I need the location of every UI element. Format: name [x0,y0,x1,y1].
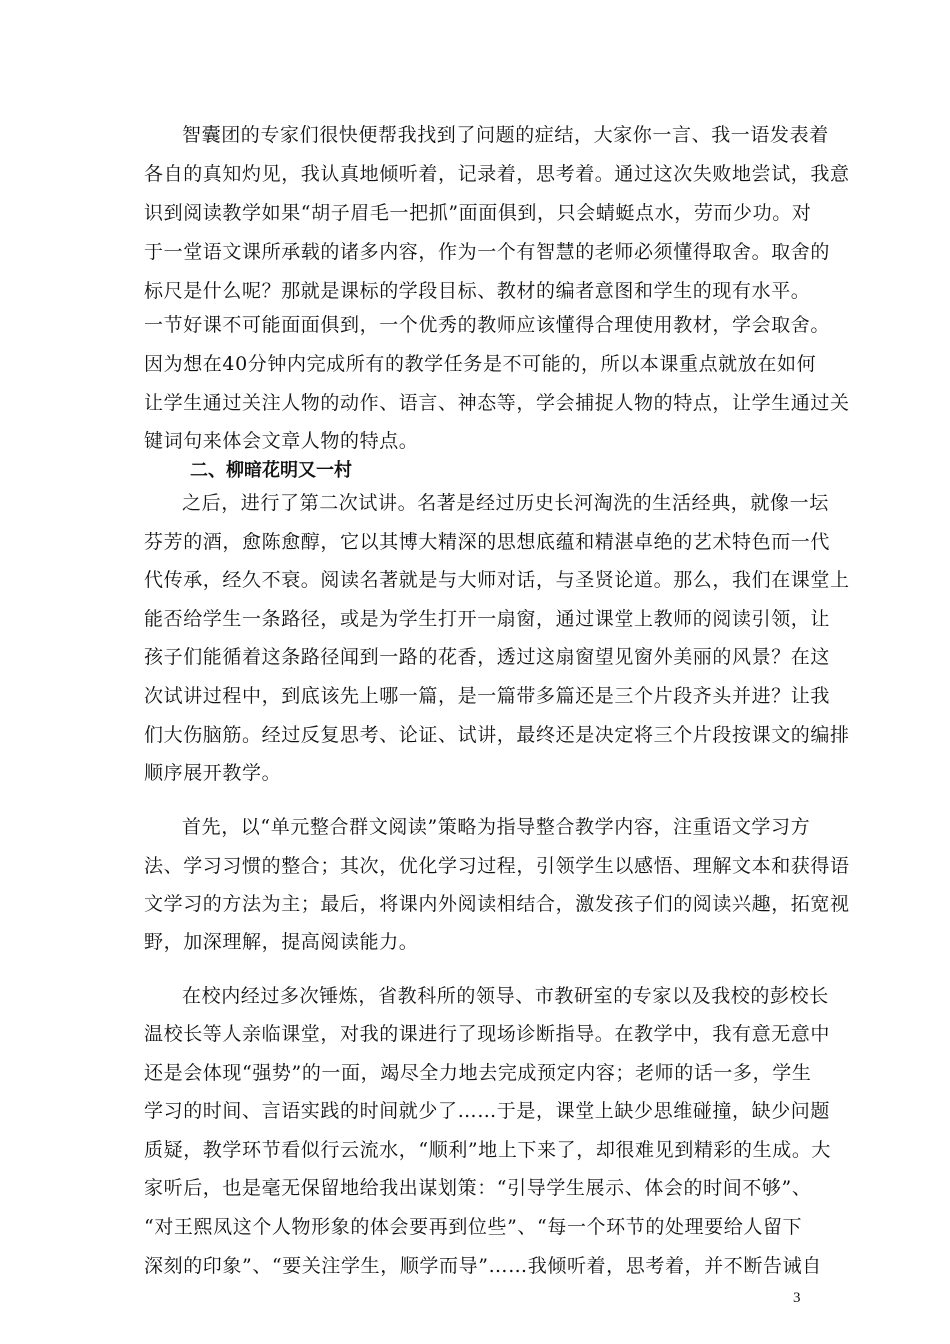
text-line: 智囊团的专家们很快便帮我找到了问题的症结，大家你一言、我一语发表着 [182,124,829,146]
text-line: 之后，进行了第二次试讲。名著是经过历史长河淘洗的生活经典，就像一坛 [182,492,829,514]
text-line: 于一堂语文课所承载的诸多内容，作为一个有智慧的老师必须懂得取舍。取舍的 [144,241,831,263]
text-line: 顺序展开教学。 [144,762,282,784]
text-line: 深刻的印象”、“要关注学生，顺学而导”……我倾听着，思考着，并不断告诫自 [144,1255,822,1277]
text-line: 家听后，也是毫无保留地给我出谋划策：“引导学生展示、体会的时间不够”、 [144,1177,812,1199]
text-line: 能否给学生一条路径，或是为学生打开一扇窗，通过课堂上教师的阅读引领，让 [144,608,831,630]
text-line: 文学习的方法为主；最后，将课内外阅读相结合，激发孩子们的阅读兴趣，拓宽视 [144,893,850,915]
text-line: 让学生通过关注人物的动作、语言、神态等，学会捕捉人物的特点，让学生通过关 [144,392,850,414]
text-line: 还是会体现“强势”的一面，竭尽全力地去完成预定内容；老师的话一多，学生 [144,1062,812,1084]
text-line: 次试讲过程中，到底该先上哪一篇，是一篇带多篇还是三个片段齐头并进？让我 [144,685,831,707]
text-line: 标尺是什么呢？那就是课标的学段目标、教材的编者意图和学生的现有水平。 [144,280,811,302]
text-line: 首先，以“单元整合群文阅读”策略为指导整合教学内容，注重语文学习方 [182,816,811,838]
text-line: 因为想在40分钟内完成所有的教学任务是不可能的，所以本课重点就放在如何 [144,353,817,375]
text-line: 野，加深理解，提高阅读能力。 [144,931,419,953]
text-line: 法、学习习惯的整合；其次，优化学习过程，引领学生以感悟、理解文本和获得语 [144,855,850,877]
text-line: 质疑，教学环节看似行云流水，“顺利”地上下来了，却很难见到精彩的生成。大 [144,1139,832,1161]
text-line: 一节好课不可能面面俱到，一个优秀的教师应该懂得合理使用教材，学会取舍。 [144,314,831,336]
text-line: 键词句来体会文章人物的特点。 [144,430,419,452]
text-line: 识到阅读教学如果“胡子眉毛一把抓”面面俱到，只会蜻蜓点水，劳而少功。对 [144,202,812,224]
text-line: 孩子们能循着这条路径闻到一路的花香，透过这扇窗望见窗外美丽的风景？在这 [144,646,831,668]
text-line: 温校长等人亲临课堂，对我的课进行了现场诊断指导。在教学中，我有意无意中 [144,1023,831,1045]
section-heading: 二、柳暗花明又一村 [190,460,352,481]
text-line: 各自的真知灼见，我认真地倾听着，记录着，思考着。通过这次失败地尝试，我意 [144,163,850,185]
text-line: “对王熙凤这个人物形象的体会要再到位些”、“每一个环节的处理要给人留下 [144,1216,803,1238]
text-line: 代传承，经久不衰。阅读名著就是与大师对话，与圣贤论道。那么，我们在课堂上 [144,569,850,591]
text-line: 们大伤脑筋。经过反复思考、论证、试讲，最终还是决定将三个片段按课文的编排 [144,724,850,746]
text-line: 芬芳的酒，愈陈愈醇，它以其博大精深的思想底蕴和精湛卓绝的艺术特色而一代 [144,531,831,553]
text-line: 学习的时间、言语实践的时间就少了……于是，课堂上缺少思维碰撞，缺少问题 [144,1100,831,1122]
page-number: 3 [793,1290,801,1306]
text-line: 在校内经过多次锤炼，省教科所的领导、市教研室的专家以及我校的彭校长 [182,985,829,1007]
